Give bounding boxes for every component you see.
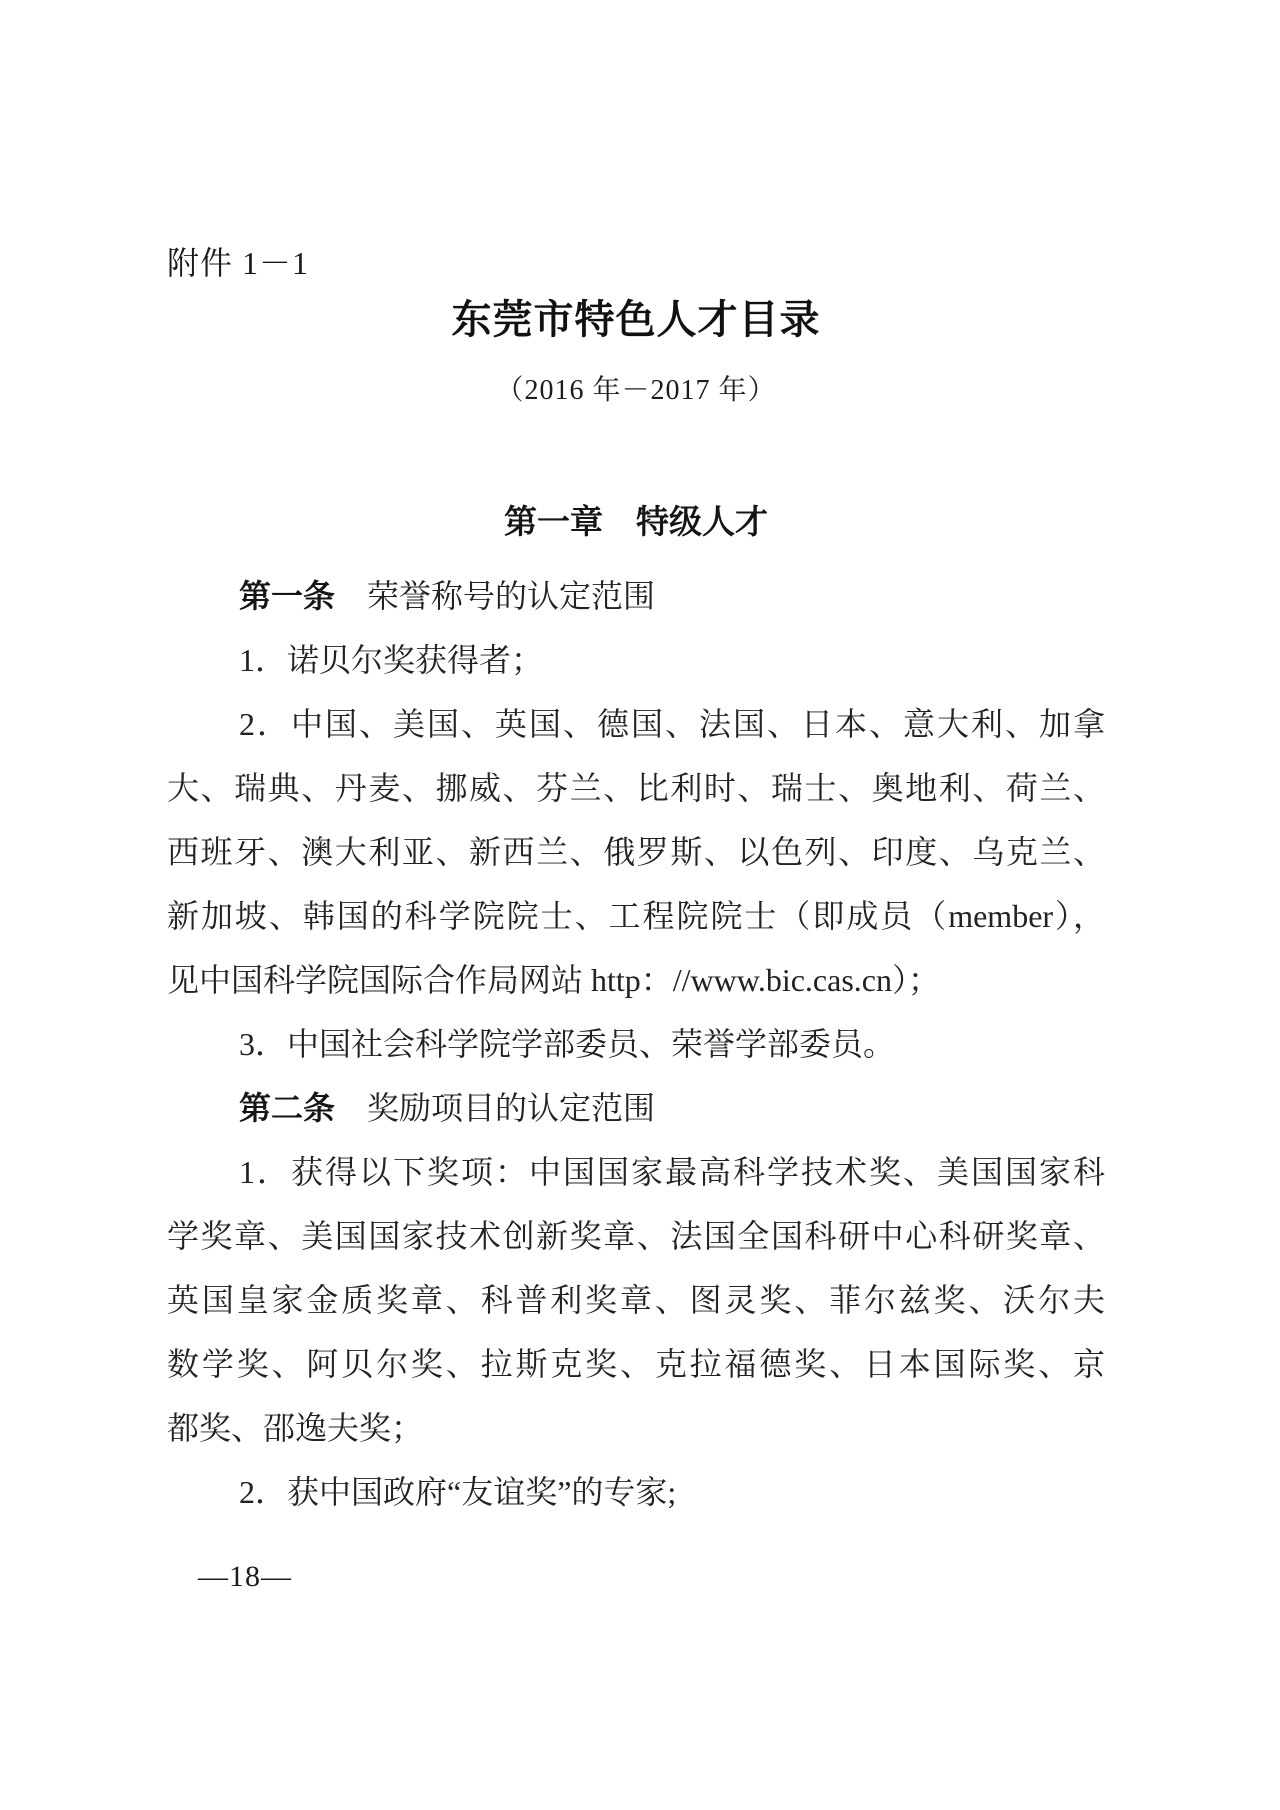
document-subtitle: （2016 年－2017 年）: [495, 375, 777, 406]
attachment-label: 附件 1－1: [167, 245, 310, 281]
body-line: 大、瑞典、丹麦、挪威、芬兰、比利时、瑞士、奥地利、荷兰、: [167, 770, 1105, 806]
body-line: 见中国科学院国际合作局网站 http：//www.bic.cas.cn）；: [167, 962, 940, 998]
document-title: 东莞市特色人才目录: [451, 298, 821, 342]
body-line: 西班牙、澳大利亚、新西兰、俄罗斯、以色列、印度、乌克兰、: [167, 834, 1105, 870]
article-number: 第二条: [239, 1090, 336, 1126]
article-title: 荣誉称号的认定范围: [335, 578, 656, 614]
article-title: 奖励项目的认定范围: [335, 1090, 656, 1126]
page-number: —18—: [198, 1560, 292, 1593]
chapter-heading: 第一章 特级人才: [504, 503, 768, 540]
body-line: 1．诺贝尔奖获得者；: [239, 642, 544, 678]
body-line: 英国皇家金质奖章、科普利奖章、图灵奖、菲尔兹奖、沃尔夫: [167, 1282, 1105, 1318]
article-number: 第一条: [239, 578, 336, 614]
body-line: 数学奖、阿贝尔奖、拉斯克奖、克拉福德奖、日本国际奖、京: [167, 1346, 1105, 1382]
body-line: 学奖章、美国国家技术创新奖章、法国全国科研中心科研奖章、: [167, 1218, 1105, 1254]
body-line: 3．中国社会科学院学部委员、荣誉学部委员。: [239, 1026, 896, 1062]
body-line: [167, 1076, 1105, 1140]
body-line: 1．获得以下奖项：中国国家最高科学技术奖、美国国家科: [239, 1154, 1105, 1190]
body-line: 都奖、邵逸夫奖；: [167, 1410, 424, 1446]
document-body: [167, 564, 1105, 1524]
body-line: 新加坡、韩国的科学院院士、工程院院士（即成员（member），: [167, 898, 1105, 934]
body-line: 2．中国、美国、英国、德国、法国、日本、意大利、加拿: [239, 706, 1105, 742]
body-line: 2．获中国政府“友谊奖”的专家;: [239, 1474, 677, 1510]
body-line: [167, 564, 1105, 628]
